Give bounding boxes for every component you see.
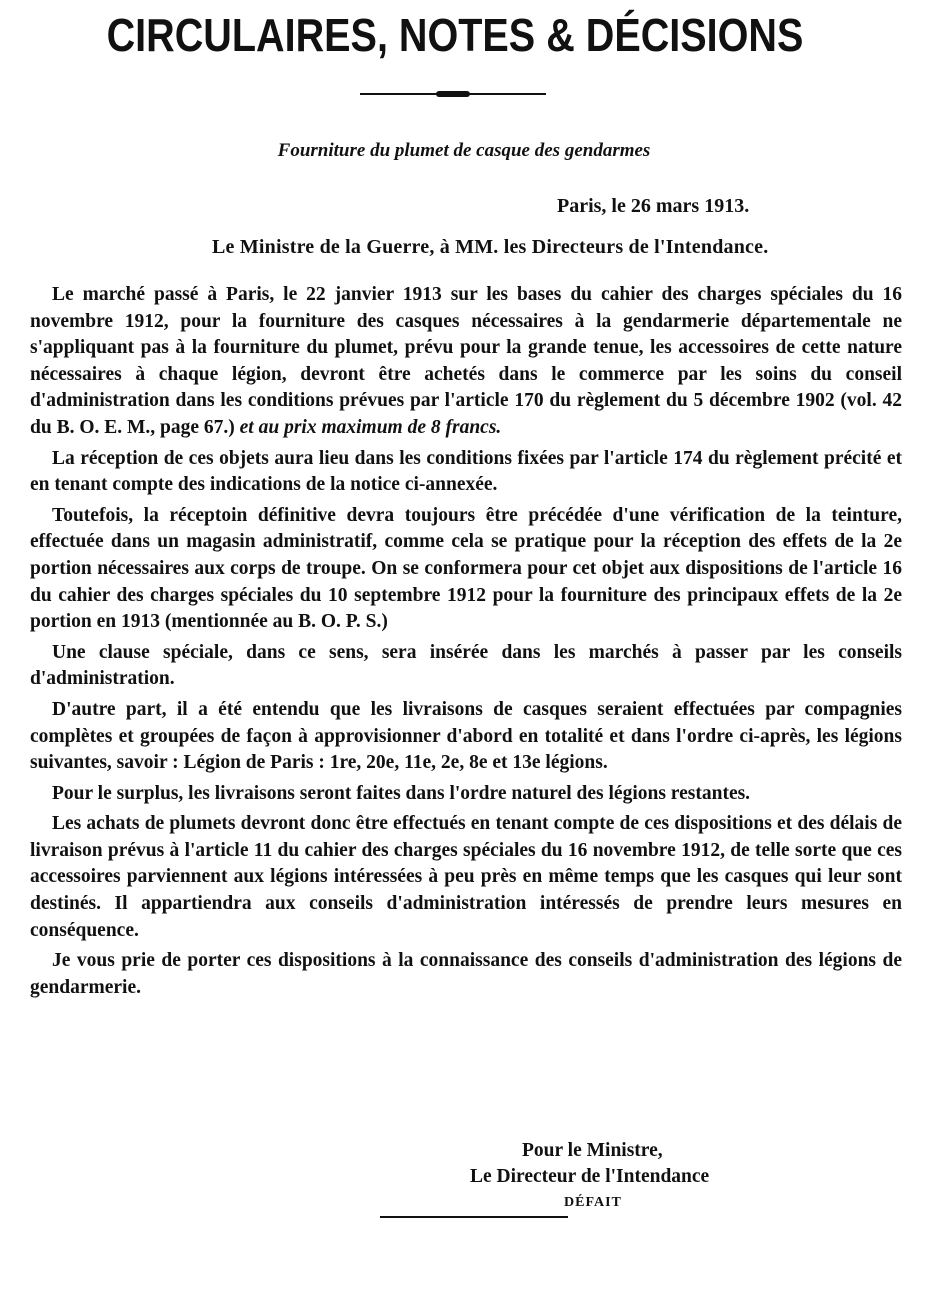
paragraph: D'autre part, il a été entendu que les livraisons de casques seraient effectuées par compagnies complètes et groupées de façon à approvisionner d'abord en totalité et dans l'ordre ci-après, les légions suivantes, savoir : Légion de Paris : 1re, 20e, 11e, 2e, 8e et 13e légions.	[30, 698, 902, 774]
paragraph: Les achats de plumets devront donc être effectués en tenant compte de ces dispositions et des délais de livraison prévus à l'article 11 du cahier des charges spéciales du 16 novembre 1912, de telle sorte que ces accessoires parviennent aux légions intéressées à peu près en même temps que les casques qui leur sont destinés. Il appartiendra aux conseils d'administration intéressés de prendre leurs mesures en conséquence.	[30, 813, 902, 941]
paragraph: Je vous prie de porter ces dispositions à la connaissance des conseils d'administration des légions de gendarmerie.	[30, 950, 902, 998]
paragraph	[30, 282, 902, 442]
paragraph-italic-tail: et au prix maximum de 8 francs.	[234, 416, 502, 438]
dateline: Paris, le 26 mars 1913.	[557, 195, 750, 217]
title-divider	[360, 93, 546, 95]
document-body	[30, 282, 902, 1005]
page-title: CIRCULAIRES, NOTES & DÉCISIONS	[106, 9, 804, 61]
document-subject: Fourniture du plumet de casque des gendarmes	[277, 140, 651, 161]
paragraph: Pour le surplus, les livraisons seront faites dans l'ordre naturel des légions restantes.	[52, 782, 751, 804]
addressee: Le Ministre de la Guerre, à MM. les Directeurs de l'Intendance.	[212, 236, 769, 258]
bottom-divider	[380, 1216, 568, 1218]
paragraph: Toutefois, la réceptoin définitive devra toujours être précédée d'une vérification de la teinture, effectuée dans un magasin administratif, comme cela se pratique pour la réception des effets de la 2e portion nécessaires aux corps de troupe. On se conformera pour cet objet aux dispositions de l'article 16 du cahier des charges spéciales du 10 septembre 1912 pour la fourniture des principaux effets de la 2e portion en 1913 (mentionnée au B. O. P. S.)	[30, 504, 902, 633]
signature-block	[470, 1138, 770, 1216]
signatory-name: DÉFAIT	[564, 1195, 622, 1210]
signature-line-1: Pour le Ministre,	[522, 1140, 663, 1161]
paragraph: La réception de ces objets aura lieu dans les conditions fixées par l'article 174 du règlement précité et en tenant compte des indications de la notice ci-annexée.	[30, 447, 902, 496]
paragraph: Une clause spéciale, dans ce sens, sera insérée dans les marchés à passer par les conseils d'administration.	[30, 641, 902, 690]
signature-line-2: Le Directeur de l'Intendance	[470, 1166, 710, 1187]
paragraph-text: Le marché passé à Paris, le 22 janvier 1913 sur les bases du cahier des charges spéciales du 16 novembre 1912, pour la fourniture des casques nécessaires à la gendarmerie départementale ne s'appliquant pas à la fourniture du plumet, prévu pour la grande tenue, les accessoires de cette nature nécessaires à chaque légion, devront être achetés dans le commerce par les soins du conseil d'administration dans les conditions prévues par l'article 170 du règlement du 5 décembre 1902 (vol. 42 du B. O. E. M., page 67.)	[30, 284, 902, 438]
